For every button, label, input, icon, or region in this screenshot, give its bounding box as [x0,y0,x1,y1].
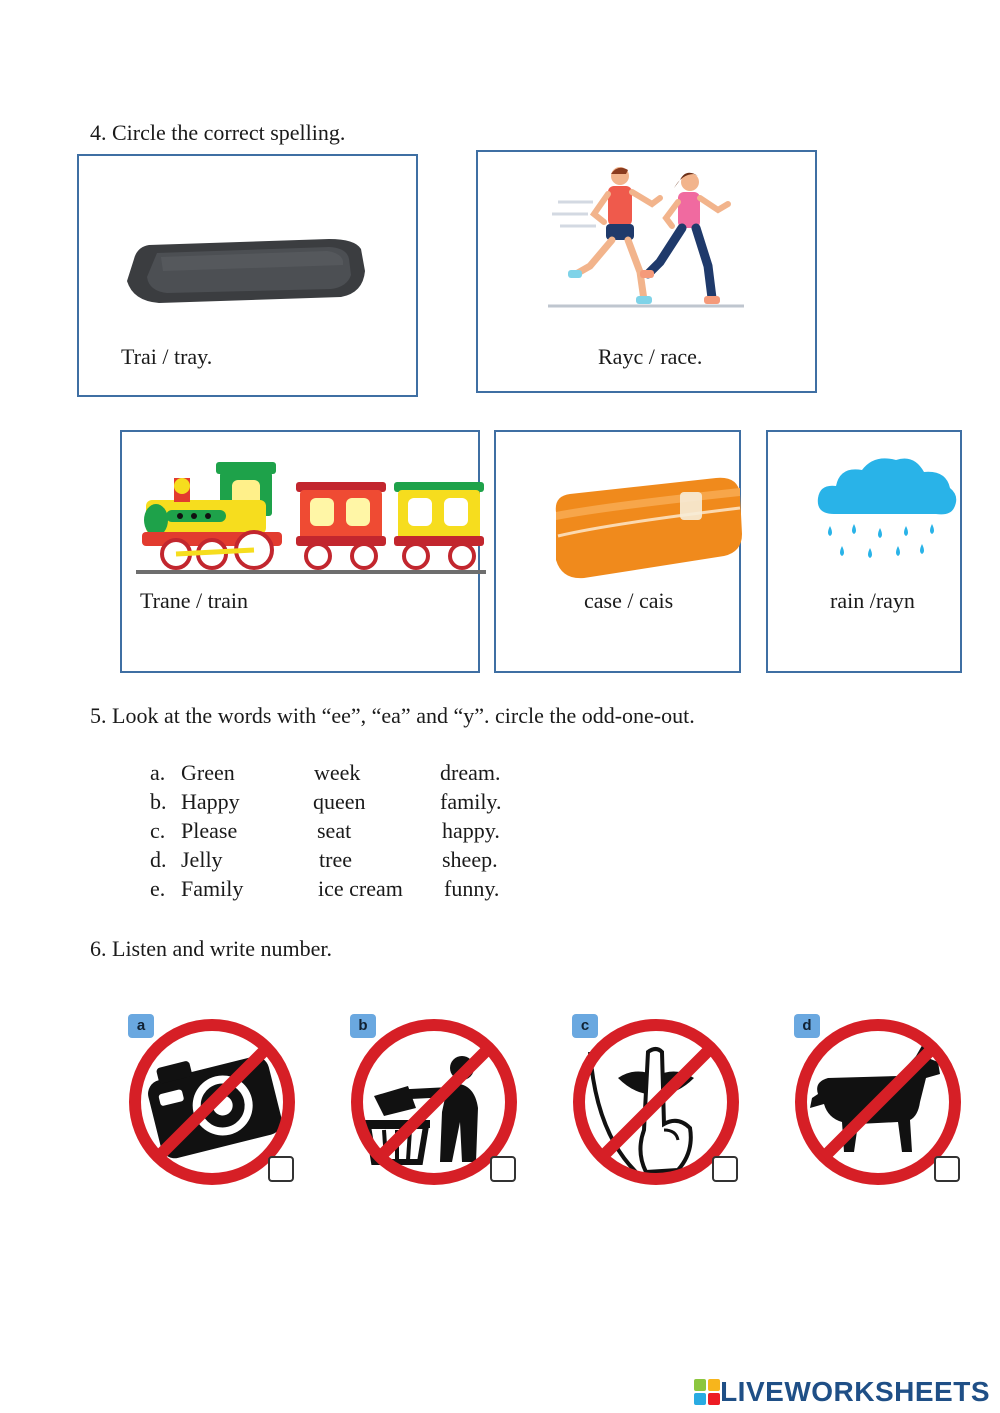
word-1[interactable]: Green [181,760,235,785]
case-card [494,430,741,673]
q6-title: 6. Listen and write number. [90,936,332,961]
word-1[interactable]: Family [181,876,244,901]
liveworksheets-logo[interactable] [694,1376,990,1408]
item-letter: c. [150,818,166,843]
train-image [136,460,486,580]
tray-caption: Trai / tray. [121,344,213,369]
train-card [120,430,480,673]
answer-checkbox-b[interactable] [490,1156,516,1182]
rain-cloud-image [814,452,960,572]
sign-badge: c [572,1014,598,1038]
race-caption: Rayc / race. [598,344,703,369]
tray-card [77,154,418,397]
train-caption: Trane / train [140,588,248,613]
item-letter: e. [150,876,166,901]
runners-image [548,162,748,312]
sign-c [566,1012,746,1192]
answer-checkbox-c[interactable] [712,1156,738,1182]
rain-card [766,430,962,673]
logo-text: LIVEWORKSHEETS [720,1376,990,1407]
tray-image [119,201,369,311]
item-letter: d. [150,847,167,872]
word-2[interactable]: seat [317,818,352,843]
case-caption: case / cais [584,588,674,613]
sign-badge: a [128,1014,154,1038]
word-2[interactable]: ice cream [318,876,403,901]
word-3[interactable]: dream. [440,760,501,785]
word-1[interactable]: Happy [181,789,240,814]
word-3[interactable]: funny. [444,876,500,901]
item-letter: b. [150,789,167,814]
sign-d [788,1012,968,1192]
word-3[interactable]: happy. [442,818,500,843]
word-3[interactable]: sheep. [442,847,498,872]
answer-checkbox-d[interactable] [934,1156,960,1182]
liveworksheets-mark-icon [694,1379,720,1405]
sign-badge: d [794,1014,820,1038]
word-2[interactable]: tree [319,847,352,872]
q5-title: 5. Look at the words with “ee”, “ea” and “y”. circle the odd-one-out. [90,703,695,728]
race-card [476,150,817,393]
item-letter: a. [150,760,166,785]
word-1[interactable]: Jelly [181,847,223,872]
word-2[interactable]: queen [313,789,366,814]
answer-checkbox-a[interactable] [268,1156,294,1182]
sign-badge: b [350,1014,376,1038]
rain-caption: rain /rayn [830,588,915,613]
sign-b [344,1012,524,1192]
word-3[interactable]: family. [440,789,502,814]
pencil-case-image [548,472,744,582]
word-2[interactable]: week [314,760,361,785]
word-1[interactable]: Please [181,818,238,843]
sign-a [122,1012,302,1192]
q4-title: 4. Circle the correct spelling. [90,120,346,145]
